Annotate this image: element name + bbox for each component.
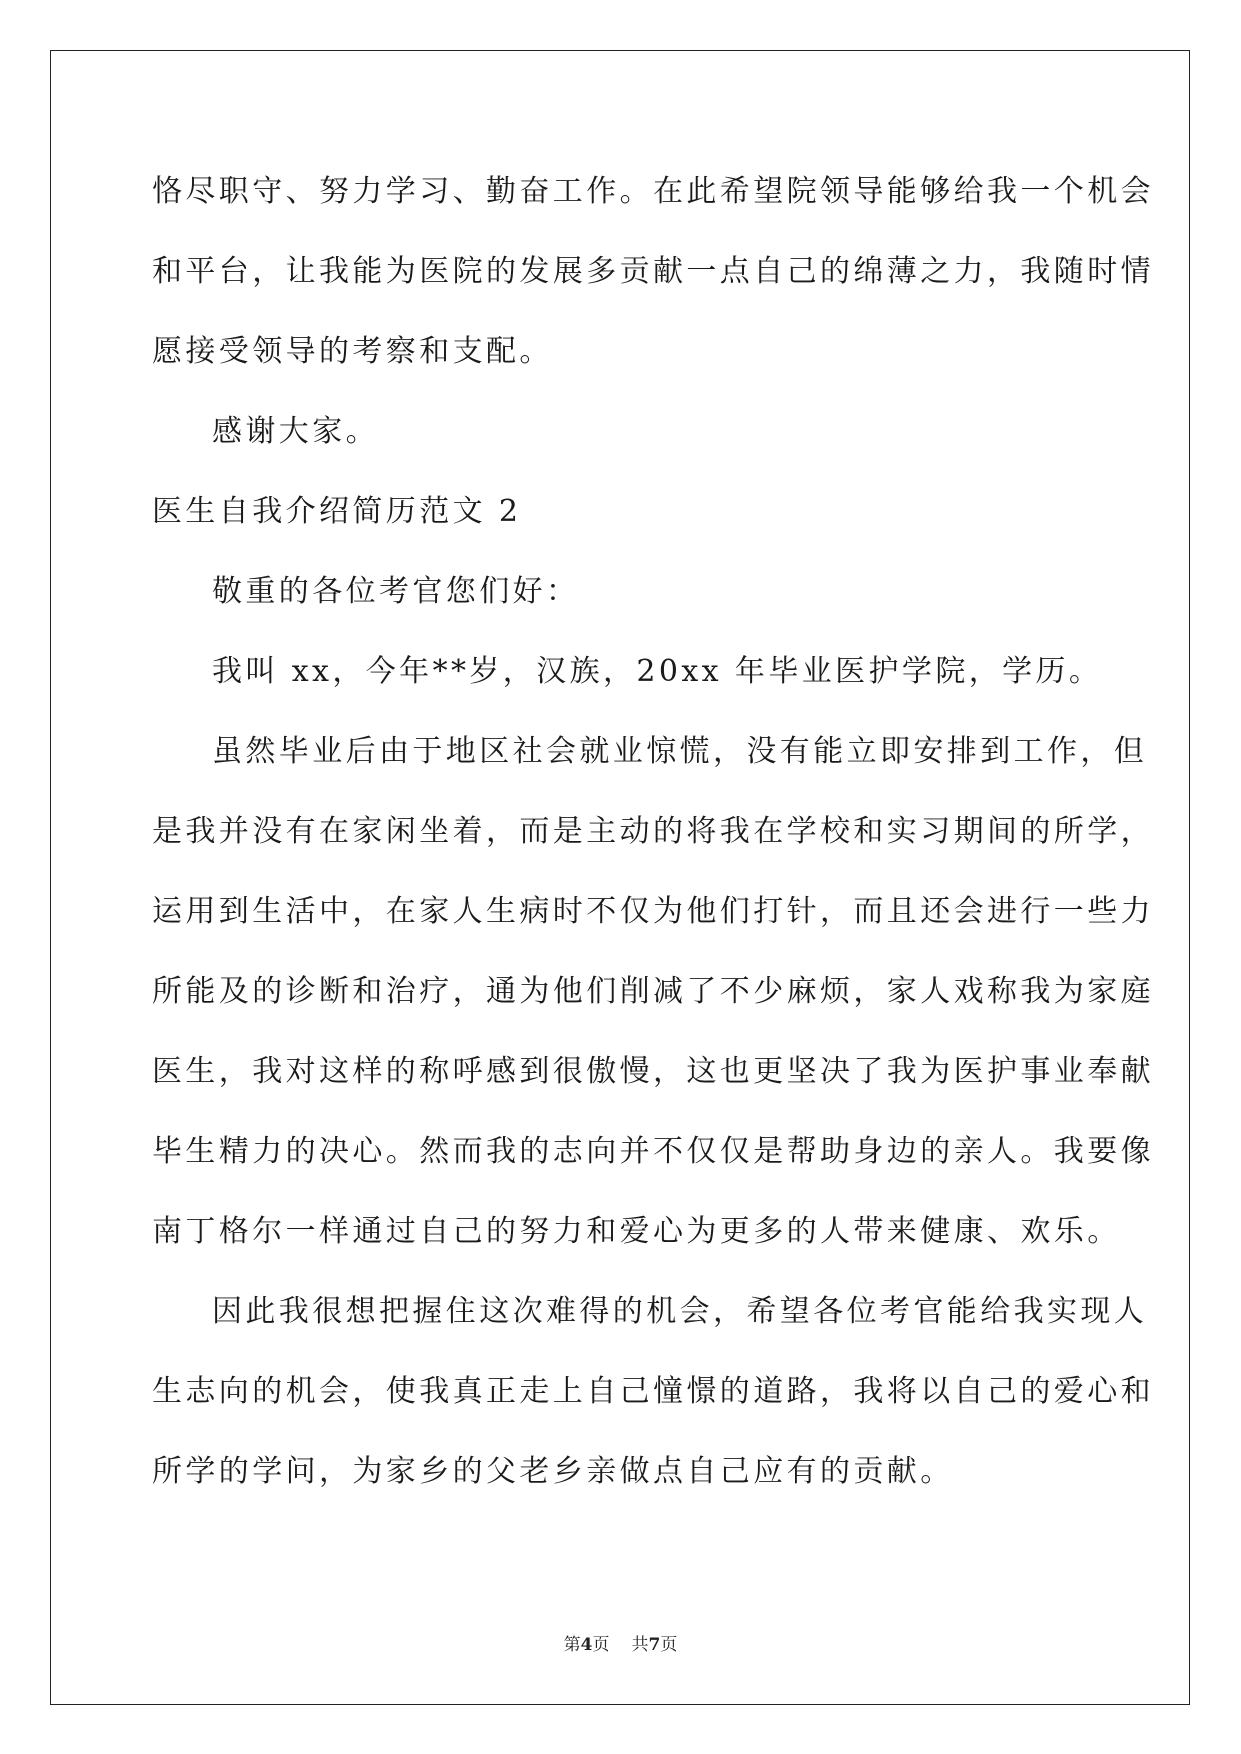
body-line: 和平台，让我能为医院的发展多贡献一点自己的绵薄之力，我随时情 [152,254,1154,289]
body-line: 感谢大家。 [212,414,379,449]
body-line: 因此我很想把握住这次难得的机会，希望各位考官能给我实现人 [212,1294,1148,1329]
body-line: 医生，我对这样的称呼感到很傲慢，这也更坚决了我为医护事业奉献 [152,1054,1154,1089]
section-heading: 医生自我介绍简历范文 2 [152,494,522,529]
body-line: 生志向的机会，使我真正走上自己憧憬的道路，我将以自己的爱心和 [152,1374,1154,1409]
body-line: 愿接受领导的考察和支配。 [152,334,553,369]
body-line: 南丁格尔一样通过自己的努力和爱心为更多的人带来健康、欢乐。 [152,1214,1121,1249]
body-line: 虽然毕业后由于地区社会就业惊慌，没有能立即安排到工作，但 [212,734,1148,769]
current-page-number: 4 [580,1635,593,1655]
total-page-number: 7 [648,1635,661,1655]
body-line: 我叫 xx，今年**岁，汉族，20xx 年毕业医护学院，学历。 [212,654,1103,689]
page-number-footer [0,1633,1241,1657]
body-line: 敬重的各位考官您们好： [212,574,580,609]
body-line: 所能及的诊断和治疗，通为他们削减了不少麻烦，家人戏称我为家庭 [152,974,1154,1009]
page-label: 页 [592,1635,610,1655]
total-prefix: 共 [631,1635,649,1655]
body-line: 恪尽职守、努力学习、勤奋工作。在此希望院领导能够给我一个机会 [152,174,1154,209]
total-suffix: 页 [660,1635,678,1655]
body-line: 所学的学问，为家乡的父老乡亲做点自己应有的贡献。 [152,1454,954,1489]
body-line: 毕生精力的决心。然而我的志向并不仅仅是帮助身边的亲人。我要像 [152,1134,1154,1169]
body-line: 是我并没有在家闲坐着，而是主动的将我在学校和实习期间的所学， [152,814,1154,849]
body-line: 运用到生活中，在家人生病时不仅为他们打针，而且还会进行一些力 [152,894,1154,929]
page-prefix: 第 [563,1635,581,1655]
